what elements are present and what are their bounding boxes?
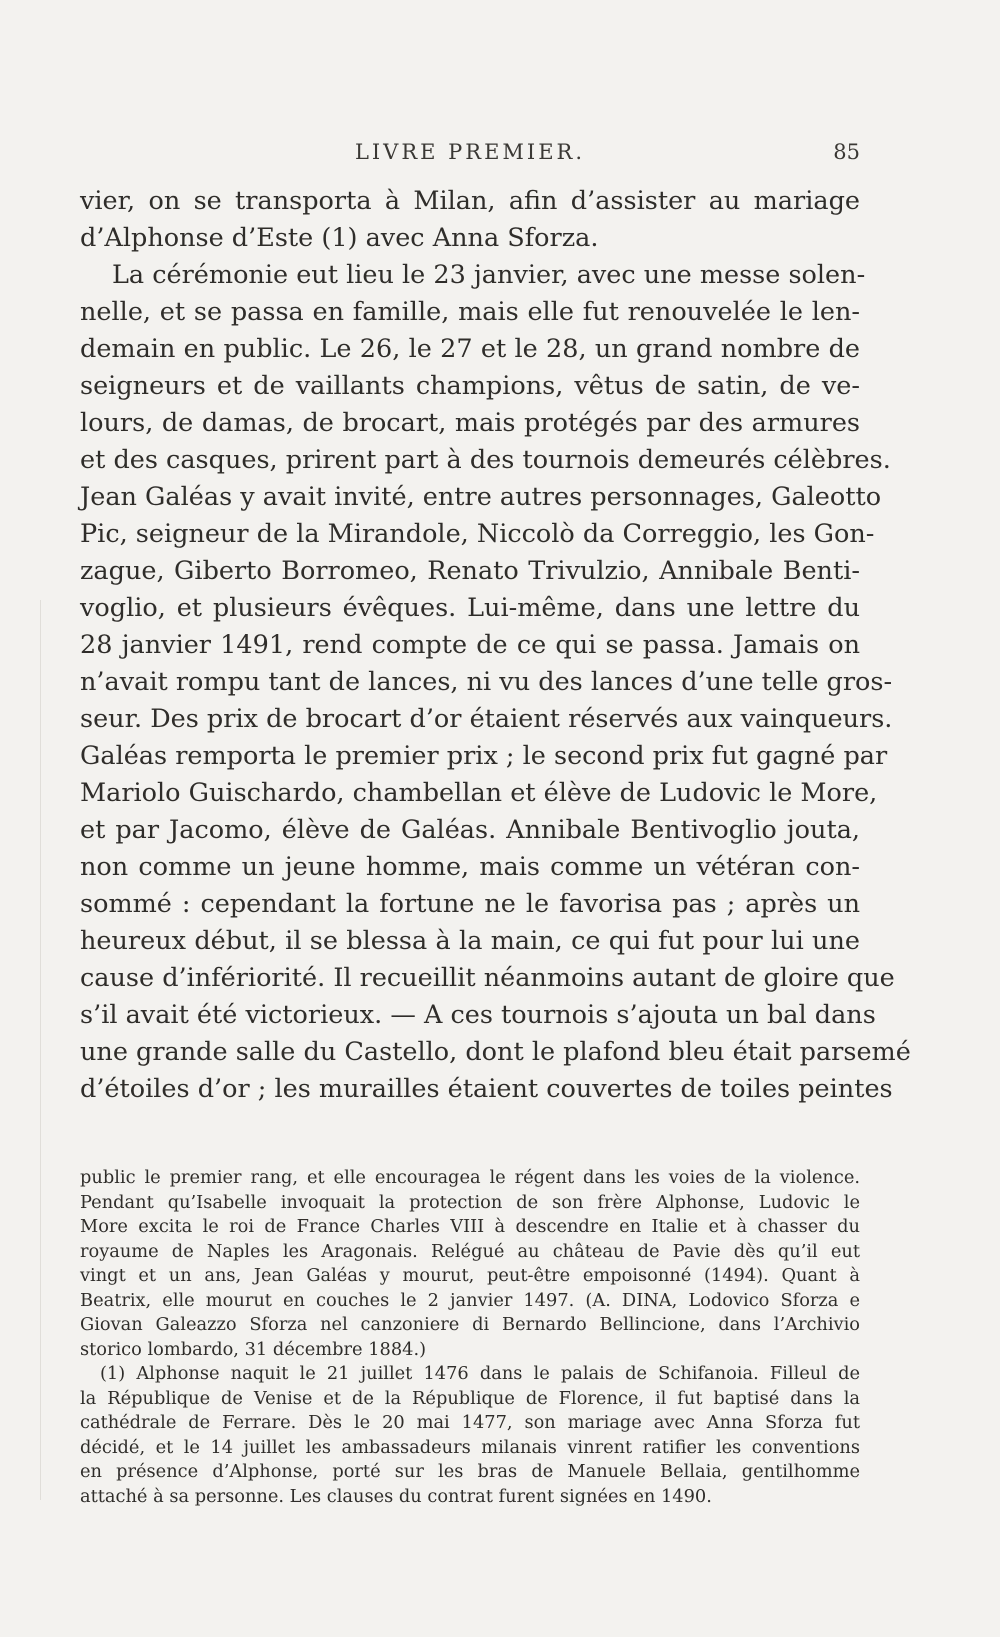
body-line: demain en public. Le 26, le 27 et le 28, un grand nombre de (80, 334, 860, 364)
footnote-line: attaché à sa personne. Les clauses du contrat furent signées en 1490. (80, 1485, 712, 1507)
body-line: Galéas remporta le premier prix ; le second prix fut gagné par (80, 741, 888, 771)
body-line: et par Jacomo, élève de Galéas. Annibale Bentivoglio jouta, (80, 815, 860, 845)
body-line: sommé : cependant la fortune ne le favorisa pas ; après un (80, 889, 860, 919)
body-line: d’Alphonse d’Este (1) avec Anna Sforza. (80, 223, 599, 253)
body-line: heureux début, il se blessa à la main, ce qui fut pour lui une (80, 926, 860, 956)
footnote-line: en présence d’Alphonse, porté sur les bras de Manuele Bellaia, gentilhomme (80, 1461, 860, 1482)
body-line: Pic, seigneur de la Mirandole, Niccolò da Correggio, les Gon- (80, 519, 875, 549)
running-title: LIVRE PREMIER. (354, 140, 586, 164)
footnote-line: décidé, et le 14 juillet les ambassadeurs milanais vinrent ratifier les conventions (80, 1436, 860, 1458)
body-line: seigneurs et de vaillants champions, vêtus de satin, de ve- (80, 371, 860, 401)
body-line: voglio, et plusieurs évêques. Lui-même, dans une lettre du (80, 593, 860, 623)
body-line: seur. Des prix de brocart d’or étaient réservés aux vainqueurs. (80, 704, 893, 734)
body-line: La cérémonie eut lieu le 23 janvier, avec une messe solen- (112, 260, 866, 290)
footnotes (80, 1166, 860, 1509)
page-number: 85 (833, 140, 860, 164)
page-edge-mark (40, 600, 41, 1500)
body-line: 28 janvier 1491, rend compte de ce qui se passa. Jamais on (80, 630, 860, 660)
footnote-line: royaume de Naples les Aragonais. Relégué au château de Pavie dès qu’il eut (80, 1240, 860, 1262)
body-line: Mariolo Guischardo, chambellan et élève de Ludovic le More, (80, 778, 878, 808)
footnote-line: Pendant qu’Isabelle invoquait la protection de son frère Alphonse, Ludovic le (80, 1191, 860, 1213)
footnote-line: Beatrix, elle mourut en couches le 2 janvier 1497. (A. DINA, Lodovico Sforza e (80, 1289, 860, 1311)
body-line: zague, Giberto Borromeo, Renato Trivulzio, Annibale Benti- (80, 556, 860, 586)
body-line: une grande salle du Castello, dont le plafond bleu était parsemé (80, 1037, 911, 1067)
body-line: n’avait rompu tant de lances, ni vu des lances d’une telle gros- (80, 667, 893, 697)
footnote-line: More excita le roi de France Charles VIII à descendre en Italie et à chasser du (80, 1216, 860, 1237)
body-line: cause d’infériorité. Il recueillit néanmoins autant de gloire que (80, 963, 895, 993)
body-line: lours, de damas, de brocart, mais protégés par des armures (80, 408, 860, 438)
footnote-line: cathédrale de Ferrare. Dès le 20 mai 1477, son mariage avec Anna Sforza fut (80, 1412, 860, 1433)
body-line: d’étoiles d’or ; les murailles étaient couvertes de toiles peintes (80, 1074, 893, 1104)
body-line: non comme un jeune homme, mais comme un vétéran con- (80, 852, 860, 882)
footnote-line: (1) Alphonse naquit le 21 juillet 1476 dans le palais de Schifanoia. Filleul de (100, 1363, 860, 1384)
body-line: et des casques, prirent part à des tournois demeurés célèbres. (80, 445, 891, 475)
footnote-line: vingt et un ans, Jean Galéas y mourut, peut-être empoisonné (1494). Quant à (80, 1265, 860, 1286)
footnote-line: storico lombardo, 31 décembre 1884.) (80, 1338, 427, 1360)
running-head (80, 140, 860, 170)
footnote-line: public le premier rang, et elle encouragea le régent dans les voies de la violence. (80, 1167, 860, 1188)
body-line: Jean Galéas y avait invité, entre autres personnages, Galeotto (80, 482, 882, 512)
body-line: nelle, et se passa en famille, mais elle fut renouvelée le len- (80, 297, 860, 327)
footnote-line: Giovan Galeazzo Sforza nel canzoniere di Bernardo Bellincione, dans l’Archivio (80, 1314, 860, 1335)
body-line: s’il avait été victorieux. — A ces tournois s’ajouta un bal dans (80, 1000, 876, 1030)
main-text (80, 183, 911, 1108)
body-line: vier, on se transporta à Milan, afin d’assister au mariage (80, 186, 860, 216)
footnote-line: la République de Venise et de la République de Florence, il fut baptisé dans la (80, 1387, 860, 1409)
